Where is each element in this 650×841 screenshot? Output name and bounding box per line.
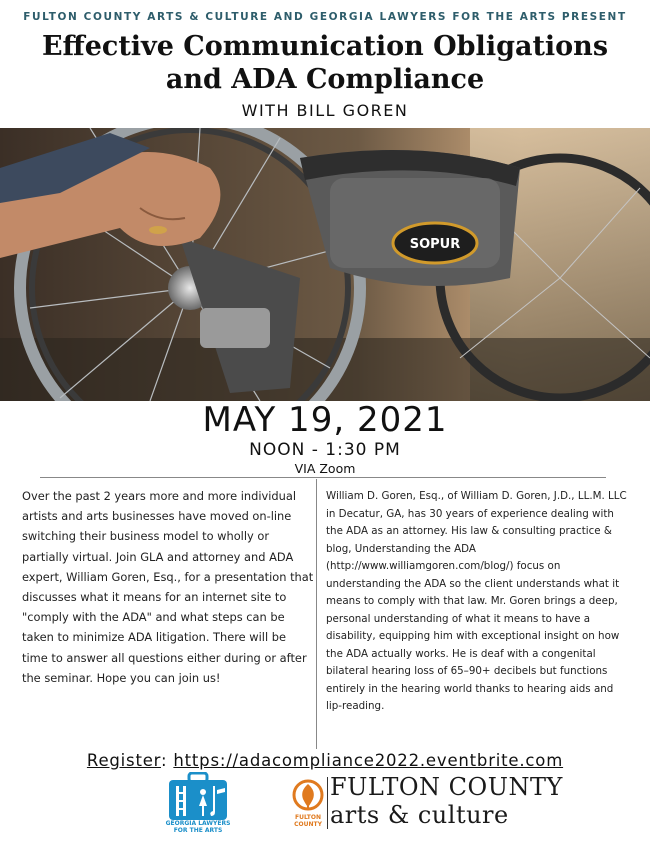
register-line (0, 751, 650, 770)
gla-logo-line-1: GEORGIA LAWYERS (165, 820, 231, 827)
register-label: Register (86, 751, 161, 770)
speaker-subtitle: WITH BILL GOREN (241, 101, 409, 120)
fulton-county-seal (292, 779, 324, 829)
column-divider (316, 479, 317, 749)
horizontal-divider (40, 477, 606, 478)
event-location: VIA Zoom (294, 461, 356, 476)
fulton-name-line-1: FULTON COUNTY (330, 773, 563, 801)
fulton-logo-divider (327, 777, 328, 829)
event-date: MAY 19, 2021 (202, 400, 448, 440)
register-separator: : (160, 751, 168, 770)
title-line-1: Effective Communication Obligations (41, 31, 609, 62)
fulton-county-wordmark (330, 773, 580, 829)
title-line-2: and ADA Compliance (165, 64, 485, 95)
presenters-line: FULTON COUNTY ARTS & CULTURE AND GEORGIA LAWYERS FOR THE ARTS PRESENT (23, 11, 627, 23)
gla-logo-text (158, 820, 238, 834)
event-title (0, 30, 650, 96)
sopur-label: SOPUR (409, 237, 461, 252)
seal-text-line-1: FULTON (294, 814, 322, 821)
seal-text-line-2: COUNTY (294, 821, 322, 828)
wheelchair-photo (0, 128, 650, 401)
gla-logo-line-2: FOR THE ARTS (173, 827, 223, 834)
speaker-bio: William D. Goren, Esq., of William D. Goren, J.D., LL.M. LLC in Decatur, GA, has 30 years of experience dealing with the ADA as an attorney. His law & consulting practice & blog, Understanding the ADA (http://www.williamgoren.com/blog/) focus on understanding the ADA so the client understands what it means to comply with that law. Mr. Goren brings a deep, personal understanding of what it means to have a disability, equipping him with exceptional insight on how the ADA actually works. He is deaf with a congenital bilateral hearing loss of 65–90+ decibels but functions entirely in the hearing world thanks to hearing aids and lip-reading. (326, 490, 627, 712)
register-link[interactable]: https://adacompliance2022.eventbrite.com (173, 751, 564, 770)
event-time: NOON - 1:30 PM (249, 440, 401, 460)
fulton-name-line-2: arts & culture (330, 801, 509, 829)
event-description: Over the past 2 years more and more individual artists and arts businesses have moved on-line switching their business model to wholly or partially virtual. Join GLA and attorney and ADA expert, William Goren, Esq., for a presentation that discusses what it means for an internet site to "comply with the ADA" and what steps can be taken to minimize ADA litigation. There will be time to answer all questions either during or after the seminar. Hope you can join us! (22, 489, 314, 685)
